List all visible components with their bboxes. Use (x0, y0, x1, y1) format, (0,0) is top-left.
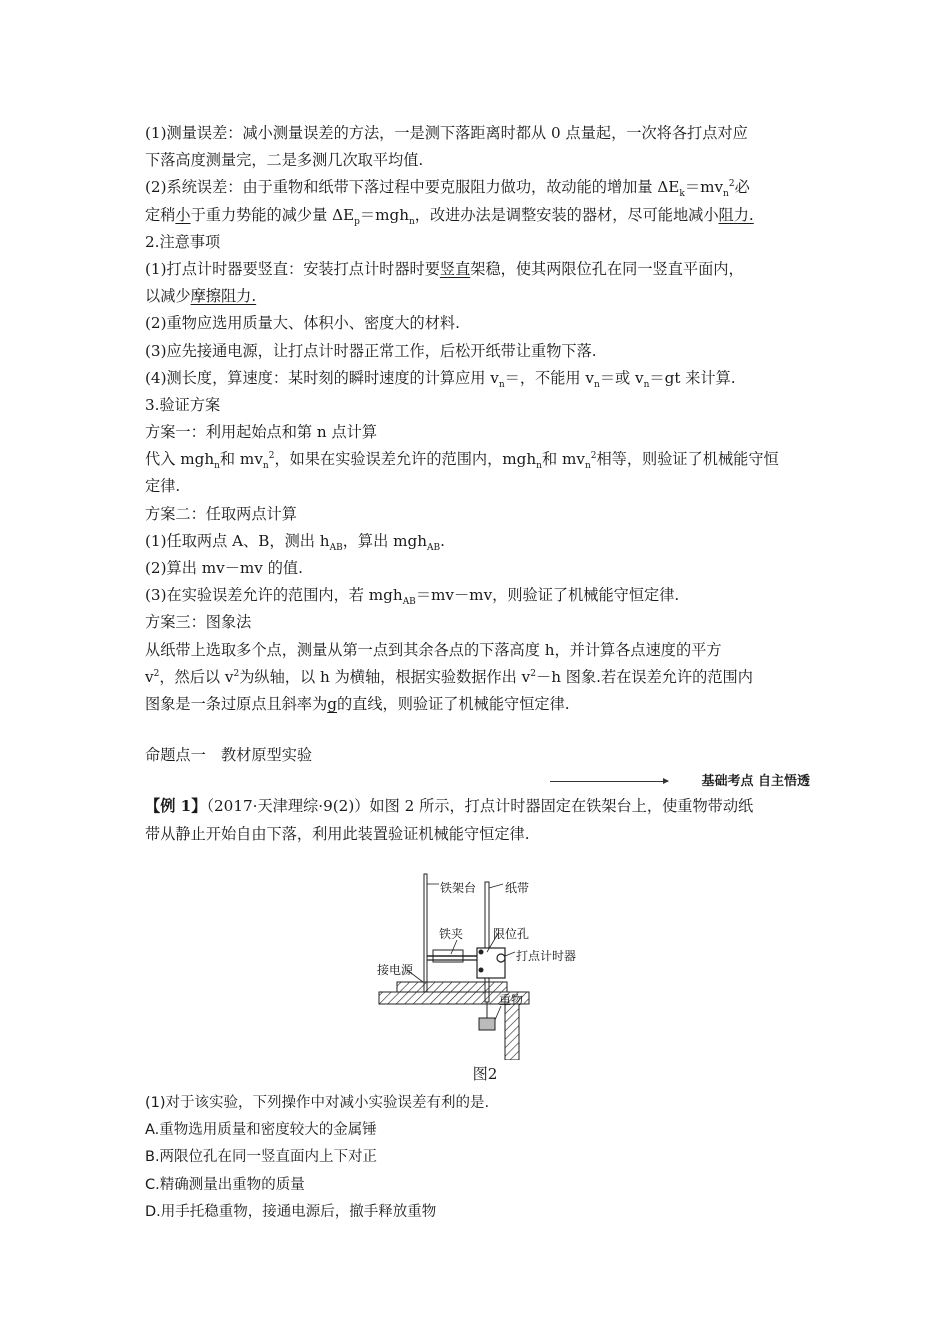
label-stand: 铁架台 (440, 881, 477, 895)
scheme-2-title: 方案二：任取两点计算 (145, 504, 297, 523)
option-a: A.重物选用质量和密度较大的金属锤 (145, 1122, 377, 1139)
scheme-3-text-3: 图象是一条过原点且斜率为g的直线，则验证了机械能守恒定律. (145, 694, 570, 713)
scheme-1-title: 方案一：利用起始点和第 n 点计算 (145, 423, 378, 442)
paragraph-system-error: (2)系统误差：由于重物和纸带下落过程中要克服阻力做功，故动能的增加量 $\Delta E_k=mv_n^2$必 (145, 178, 750, 200)
table-leg (505, 1004, 519, 1060)
scheme-2-step-2: (2)算出 mv－mv 的值. (145, 559, 303, 577)
label-holes: 限位孔 (493, 927, 530, 941)
heading-notes: 2.注意事项 (145, 232, 221, 251)
figure-caption: 图2 (472, 1065, 498, 1083)
label-power: 接电源 (377, 963, 414, 977)
scheme-2-step-1: (1)任取两点 A、B，测出 $h_{AB}$，算出 mgh$_{AB}$. (145, 531, 445, 553)
option-d: D.用手托稳重物，接通电源后，撤手释放重物 (145, 1203, 437, 1220)
note-2: (2)重物应选用质量大、体积小、密度大的材料. (145, 314, 460, 333)
note-4: (4)测长度，算速度：某时刻的瞬时速度的计算应用 $v_n=$，不能用 $v_n=$或 $v_n=gt$ 来计算. (145, 368, 736, 390)
apparatus-figure (377, 870, 587, 1060)
option-c: C.精确测量出重物的质量 (145, 1176, 305, 1193)
paragraph-measurement-error: (1)测量误差：减小测量误差的方法，一是测下落距离时都从 0 点量起，一次将各打点对应 (145, 124, 748, 142)
paragraph-system-error-cont: 定稍小于重力势能的减少量 $\Delta E_p=mgh_n$，改进办法是调整安装的器材，尽可能地减小阻力. (145, 205, 754, 227)
label-clamp: 铁夹 (439, 927, 464, 941)
example-tag: 【例 1】 (145, 797, 207, 816)
scheme-1-text: 代入 mgh$_n$和 $mv_n^2$，如果在实验误差允许的范围内，mgh$_n$和 $mv_n^2$相等，则验证了机械能守恒 (145, 450, 779, 472)
arrow-icon (550, 781, 668, 782)
question-1: (1)对于该实验，下列操作中对减小实验误差有利的是. (145, 1095, 490, 1111)
example-1-cont: 带从静止开始自由下落，利用此装置验证机械能守恒定律. (145, 824, 530, 843)
option-b: B.两限位孔在同一竖直面内上下对正 (145, 1149, 378, 1166)
note-3: (3)应先接通电源，让打点计时器正常工作，后松开纸带让重物下落. (145, 341, 597, 360)
section-title: 命题点一 教材原型实验 (145, 746, 313, 765)
scheme-3-text-2: $v^2$，然后以 $v^2$为纵轴，以 h 为横轴，根据实验数据作出 $v^2-h$ 图象.若在误差允许的范围内 (145, 667, 753, 686)
document-body (145, 120, 810, 1220)
scheme-3-title: 方案三：图象法 (145, 613, 252, 632)
scheme-3-text: 从纸带上选取多个点，测量从第一点到其余各点的下落高度 h，并计算各点速度的平方 (145, 640, 722, 659)
heading-verification: 3.验证方案 (145, 395, 221, 414)
scheme-1-text-cont: 定律. (145, 477, 181, 496)
stand-rod (424, 874, 427, 992)
paragraph-measurement-error-cont: 下落高度测量完，二是多测几次取平均值. (145, 151, 424, 170)
scheme-2-step-3: (3)在实验误差允许的范围内，若 mgh$_{AB}$＝mv－mv，则验证了机械能守恒定律. (145, 586, 680, 608)
question-block (145, 1090, 810, 1226)
label-timer: 打点计时器 (516, 949, 577, 963)
label-weight: 重物 (499, 993, 524, 1007)
example-1: 【例 1】（2017·天津理综·9(2)）如图 2 所示，打点计时器固定在铁架台上，使重物带动纸 (145, 797, 754, 816)
note-1: (1)打点计时器要竖直：安装打点计时器时要竖直架稳，使其两限位孔在同一竖直平面内， (145, 259, 744, 278)
note-1-cont: 以减少摩擦阻力. (145, 287, 257, 306)
banner-label: 基础考点 自主悟透 (701, 774, 810, 790)
weight-block (479, 1018, 495, 1030)
label-tape: 纸带 (505, 881, 530, 895)
section-banner (145, 771, 810, 793)
